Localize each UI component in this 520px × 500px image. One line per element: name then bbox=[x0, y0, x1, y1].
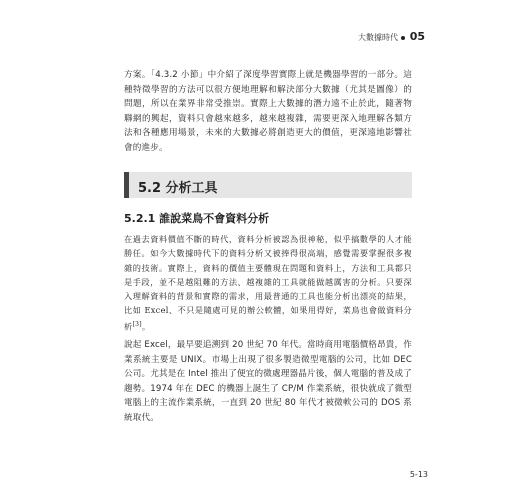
section-accent-bar bbox=[124, 172, 129, 198]
running-header bbox=[0, 32, 520, 46]
quote-text: 在過去資料價值不斷的時代，資料分析被認為很神秘，似乎搞數學的人才能勝任。如今大數據時代下的資料分析又被捧得很高端，感覺需要掌握很多複雜的技術。實際上，資料的價值主要體現在問題和資料上，方法和工具都只是手段，並不是越阻難的方法、越複雜的工具就能做越厲害的分析。只要深入理解資料的背景和實際的需求，用最普通的工具也能分析出漂亮的結果，比如 Excel、不只是隨處可見的辦公軟體，如果用得好，菜鳥也會做資料分析 bbox=[124, 234, 412, 332]
subsection-title: 5.2.1 誰說菜鳥不會資料分析 bbox=[124, 212, 270, 225]
section-title: 5.2 分析工具 bbox=[138, 181, 218, 196]
header-chapter-number: 05 bbox=[409, 30, 425, 43]
page-number: 5-13 bbox=[409, 470, 428, 479]
body-paragraph-2: 說起 Excel，最早要追溯到 20 世紀 70 年代。當時商用電腦價格昂貴，作業系統主要是 UNIX。市場上出現了很多製造微型電腦的公司，比如 DEC 公司。尤其是在 Intel 推出了便宜的微處理器晶片後，個人電腦的普及成了趨勢。1974 年在 DEC 的機器上誕生了 CP/M 作業系統，很快就成了微型電腦上的主流作業系統，一直到 20 世紀 80 年代才被微軟公司的 DOS 系統取代。 bbox=[124, 340, 412, 423]
quote-paragraph bbox=[124, 232, 412, 334]
section-heading-bar bbox=[124, 172, 412, 198]
quote-end: 。 bbox=[141, 321, 151, 332]
header-bullet-icon bbox=[401, 36, 405, 40]
body-paragraph-1: 方案。「4.3.2 小節」中介紹了深度學習實際上就是機器學習的一部分。這種特徵學習的方法可以很方便地理解和解決部分大數據（尤其是圖像）的問題，所以在業界非常受推崇。實際上大數據的潛力遠不止於此，隨著物聯網的興起，資料只會越來越多，越來越複雜，需要更深入地理解各類方法和各種應用場景，未來的大數據必將創造更大的價值，更深遠地影響社會的進步。 bbox=[124, 70, 412, 153]
quote-reference: [3] bbox=[132, 320, 142, 328]
header-chapter-title: 大數據時代 bbox=[358, 33, 398, 42]
